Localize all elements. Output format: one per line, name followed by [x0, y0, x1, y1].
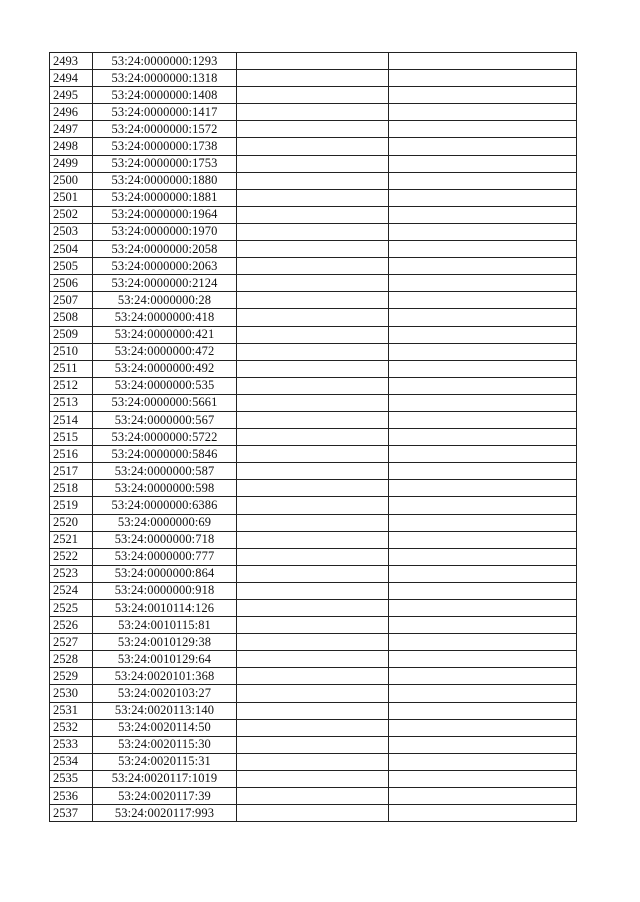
- row-number-cell: 2502: [50, 206, 93, 223]
- empty-cell: [389, 770, 577, 787]
- empty-cell: [389, 719, 577, 736]
- empty-cell: [389, 582, 577, 599]
- table-row: [50, 394, 577, 411]
- table-row: [50, 275, 577, 292]
- cadastral-number-cell: 53:24:0000000:421: [93, 326, 237, 343]
- empty-cell: [237, 360, 389, 377]
- row-number-cell: 2518: [50, 480, 93, 497]
- empty-cell: [237, 531, 389, 548]
- row-number-cell: 2522: [50, 548, 93, 565]
- empty-cell: [389, 685, 577, 702]
- cadastral-number-cell: 53:24:0000000:535: [93, 377, 237, 394]
- empty-cell: [389, 189, 577, 206]
- empty-cell: [389, 343, 577, 360]
- empty-cell: [389, 411, 577, 428]
- row-number-cell: 2527: [50, 634, 93, 651]
- row-number-cell: 2499: [50, 155, 93, 172]
- empty-cell: [237, 753, 389, 770]
- cadastral-number-cell: 53:24:0000000:1753: [93, 155, 237, 172]
- cadastral-number-cell: 53:24:0000000:2124: [93, 275, 237, 292]
- cadastral-number-cell: 53:24:0000000:567: [93, 411, 237, 428]
- empty-cell: [237, 275, 389, 292]
- empty-cell: [389, 565, 577, 582]
- row-number-cell: 2532: [50, 719, 93, 736]
- empty-cell: [389, 736, 577, 753]
- table-row: [50, 360, 577, 377]
- row-number-cell: 2493: [50, 53, 93, 70]
- row-number-cell: 2533: [50, 736, 93, 753]
- registry-table: [49, 52, 577, 822]
- empty-cell: [237, 292, 389, 309]
- table-row: [50, 497, 577, 514]
- empty-cell: [237, 565, 389, 582]
- row-number-cell: 2524: [50, 582, 93, 599]
- table-row: [50, 326, 577, 343]
- empty-cell: [237, 685, 389, 702]
- row-number-cell: 2501: [50, 189, 93, 206]
- table-row: [50, 155, 577, 172]
- row-number-cell: 2496: [50, 104, 93, 121]
- empty-cell: [237, 343, 389, 360]
- empty-cell: [237, 446, 389, 463]
- table-row: [50, 70, 577, 87]
- row-number-cell: 2504: [50, 241, 93, 258]
- table-row: [50, 377, 577, 394]
- empty-cell: [389, 463, 577, 480]
- empty-cell: [389, 360, 577, 377]
- cadastral-number-cell: 53:24:0020113:140: [93, 702, 237, 719]
- table-row: [50, 514, 577, 531]
- empty-cell: [389, 548, 577, 565]
- row-number-cell: 2519: [50, 497, 93, 514]
- empty-cell: [389, 138, 577, 155]
- cadastral-number-cell: 53:24:0000000:1964: [93, 206, 237, 223]
- empty-cell: [389, 206, 577, 223]
- empty-cell: [389, 668, 577, 685]
- cadastral-number-cell: 53:24:0000000:1880: [93, 172, 237, 189]
- empty-cell: [237, 258, 389, 275]
- cadastral-number-cell: 53:24:0000000:418: [93, 309, 237, 326]
- cadastral-number-cell: 53:24:0000000:1417: [93, 104, 237, 121]
- table-row: [50, 770, 577, 787]
- empty-cell: [389, 429, 577, 446]
- cadastral-number-cell: 53:24:0000000:5846: [93, 446, 237, 463]
- row-number-cell: 2526: [50, 617, 93, 634]
- table-row: [50, 189, 577, 206]
- row-number-cell: 2537: [50, 805, 93, 822]
- table-row: [50, 223, 577, 240]
- empty-cell: [389, 753, 577, 770]
- table-row: [50, 206, 577, 223]
- empty-cell: [237, 770, 389, 787]
- row-number-cell: 2517: [50, 463, 93, 480]
- row-number-cell: 2494: [50, 70, 93, 87]
- table-row: [50, 463, 577, 480]
- cadastral-number-cell: 53:24:0000000:718: [93, 531, 237, 548]
- empty-cell: [389, 87, 577, 104]
- row-number-cell: 2511: [50, 360, 93, 377]
- empty-cell: [389, 309, 577, 326]
- empty-cell: [237, 788, 389, 805]
- cadastral-number-cell: 53:24:0000000:1881: [93, 189, 237, 206]
- row-number-cell: 2513: [50, 394, 93, 411]
- empty-cell: [389, 394, 577, 411]
- empty-cell: [389, 275, 577, 292]
- cadastral-number-cell: 53:24:0020115:30: [93, 736, 237, 753]
- empty-cell: [389, 600, 577, 617]
- cadastral-number-cell: 53:24:0000000:1408: [93, 87, 237, 104]
- empty-cell: [389, 514, 577, 531]
- empty-cell: [389, 788, 577, 805]
- cadastral-number-cell: 53:24:0000000:2063: [93, 258, 237, 275]
- row-number-cell: 2531: [50, 702, 93, 719]
- cadastral-number-cell: 53:24:0000000:777: [93, 548, 237, 565]
- table-row: [50, 241, 577, 258]
- cadastral-number-cell: 53:24:0000000:1970: [93, 223, 237, 240]
- empty-cell: [389, 531, 577, 548]
- table-row: [50, 685, 577, 702]
- table-row: [50, 343, 577, 360]
- empty-cell: [237, 429, 389, 446]
- empty-cell: [237, 326, 389, 343]
- empty-cell: [237, 480, 389, 497]
- row-number-cell: 2507: [50, 292, 93, 309]
- cadastral-number-cell: 53:24:0020115:31: [93, 753, 237, 770]
- empty-cell: [237, 172, 389, 189]
- empty-cell: [237, 241, 389, 258]
- cadastral-number-cell: 53:24:0020117:39: [93, 788, 237, 805]
- empty-cell: [237, 104, 389, 121]
- empty-cell: [389, 446, 577, 463]
- cadastral-number-cell: 53:24:0000000:28: [93, 292, 237, 309]
- empty-cell: [389, 805, 577, 822]
- empty-cell: [389, 155, 577, 172]
- registry-table-body: [50, 53, 577, 822]
- row-number-cell: 2535: [50, 770, 93, 787]
- row-number-cell: 2508: [50, 309, 93, 326]
- row-number-cell: 2528: [50, 651, 93, 668]
- empty-cell: [237, 394, 389, 411]
- empty-cell: [237, 805, 389, 822]
- row-number-cell: 2530: [50, 685, 93, 702]
- cadastral-number-cell: 53:24:0000000:1738: [93, 138, 237, 155]
- cadastral-number-cell: 53:24:0000000:1318: [93, 70, 237, 87]
- row-number-cell: 2510: [50, 343, 93, 360]
- row-number-cell: 2509: [50, 326, 93, 343]
- table-row: [50, 138, 577, 155]
- table-row: [50, 582, 577, 599]
- empty-cell: [237, 87, 389, 104]
- empty-cell: [389, 377, 577, 394]
- empty-cell: [237, 514, 389, 531]
- empty-cell: [237, 309, 389, 326]
- row-number-cell: 2500: [50, 172, 93, 189]
- table-row: [50, 309, 577, 326]
- row-number-cell: 2497: [50, 121, 93, 138]
- table-row: [50, 805, 577, 822]
- empty-cell: [237, 70, 389, 87]
- empty-cell: [237, 600, 389, 617]
- empty-cell: [389, 702, 577, 719]
- row-number-cell: 2512: [50, 377, 93, 394]
- row-number-cell: 2498: [50, 138, 93, 155]
- cadastral-number-cell: 53:24:0020117:1019: [93, 770, 237, 787]
- empty-cell: [389, 292, 577, 309]
- empty-cell: [389, 223, 577, 240]
- table-row: [50, 531, 577, 548]
- table-row: [50, 480, 577, 497]
- empty-cell: [389, 497, 577, 514]
- table-row: [50, 668, 577, 685]
- empty-cell: [389, 258, 577, 275]
- row-number-cell: 2503: [50, 223, 93, 240]
- row-number-cell: 2505: [50, 258, 93, 275]
- cadastral-number-cell: 53:24:0000000:864: [93, 565, 237, 582]
- row-number-cell: 2514: [50, 411, 93, 428]
- table-row: [50, 104, 577, 121]
- empty-cell: [237, 736, 389, 753]
- table-row: [50, 411, 577, 428]
- empty-cell: [389, 104, 577, 121]
- cadastral-number-cell: 53:24:0010129:38: [93, 634, 237, 651]
- row-number-cell: 2529: [50, 668, 93, 685]
- cadastral-number-cell: 53:24:0010129:64: [93, 651, 237, 668]
- table-row: [50, 634, 577, 651]
- empty-cell: [237, 411, 389, 428]
- document-page: [49, 52, 573, 822]
- cadastral-number-cell: 53:24:0000000:492: [93, 360, 237, 377]
- empty-cell: [389, 53, 577, 70]
- table-row: [50, 121, 577, 138]
- empty-cell: [389, 70, 577, 87]
- table-row: [50, 446, 577, 463]
- table-row: [50, 600, 577, 617]
- empty-cell: [237, 223, 389, 240]
- table-row: [50, 53, 577, 70]
- cadastral-number-cell: 53:24:0000000:69: [93, 514, 237, 531]
- empty-cell: [389, 617, 577, 634]
- empty-cell: [389, 121, 577, 138]
- empty-cell: [237, 617, 389, 634]
- cadastral-number-cell: 53:24:0020103:27: [93, 685, 237, 702]
- row-number-cell: 2495: [50, 87, 93, 104]
- empty-cell: [237, 702, 389, 719]
- empty-cell: [389, 634, 577, 651]
- cadastral-number-cell: 53:24:0000000:598: [93, 480, 237, 497]
- table-row: [50, 651, 577, 668]
- cadastral-number-cell: 53:24:0000000:5722: [93, 429, 237, 446]
- table-row: [50, 617, 577, 634]
- table-row: [50, 565, 577, 582]
- table-row: [50, 788, 577, 805]
- row-number-cell: 2523: [50, 565, 93, 582]
- empty-cell: [237, 189, 389, 206]
- cadastral-number-cell: 53:24:0010115:81: [93, 617, 237, 634]
- cadastral-number-cell: 53:24:0000000:472: [93, 343, 237, 360]
- cadastral-number-cell: 53:24:0000000:2058: [93, 241, 237, 258]
- empty-cell: [237, 463, 389, 480]
- empty-cell: [389, 241, 577, 258]
- cadastral-number-cell: 53:24:0020101:368: [93, 668, 237, 685]
- empty-cell: [237, 548, 389, 565]
- row-number-cell: 2521: [50, 531, 93, 548]
- cadastral-number-cell: 53:24:0020114:50: [93, 719, 237, 736]
- table-row: [50, 172, 577, 189]
- empty-cell: [237, 155, 389, 172]
- table-row: [50, 548, 577, 565]
- table-row: [50, 292, 577, 309]
- empty-cell: [237, 53, 389, 70]
- table-row: [50, 753, 577, 770]
- cadastral-number-cell: 53:24:0000000:918: [93, 582, 237, 599]
- table-row: [50, 719, 577, 736]
- table-row: [50, 258, 577, 275]
- table-row: [50, 429, 577, 446]
- row-number-cell: 2525: [50, 600, 93, 617]
- empty-cell: [237, 206, 389, 223]
- row-number-cell: 2516: [50, 446, 93, 463]
- empty-cell: [237, 497, 389, 514]
- table-row: [50, 87, 577, 104]
- row-number-cell: 2536: [50, 788, 93, 805]
- cadastral-number-cell: 53:24:0000000:6386: [93, 497, 237, 514]
- row-number-cell: 2515: [50, 429, 93, 446]
- cadastral-number-cell: 53:24:0010114:126: [93, 600, 237, 617]
- empty-cell: [237, 377, 389, 394]
- table-row: [50, 736, 577, 753]
- cadastral-number-cell: 53:24:0020117:993: [93, 805, 237, 822]
- row-number-cell: 2534: [50, 753, 93, 770]
- empty-cell: [389, 651, 577, 668]
- row-number-cell: 2520: [50, 514, 93, 531]
- empty-cell: [237, 582, 389, 599]
- empty-cell: [389, 172, 577, 189]
- row-number-cell: 2506: [50, 275, 93, 292]
- empty-cell: [237, 651, 389, 668]
- empty-cell: [237, 121, 389, 138]
- empty-cell: [389, 326, 577, 343]
- table-row: [50, 702, 577, 719]
- empty-cell: [237, 634, 389, 651]
- cadastral-number-cell: 53:24:0000000:1572: [93, 121, 237, 138]
- cadastral-number-cell: 53:24:0000000:1293: [93, 53, 237, 70]
- cadastral-number-cell: 53:24:0000000:5661: [93, 394, 237, 411]
- empty-cell: [237, 138, 389, 155]
- empty-cell: [237, 719, 389, 736]
- cadastral-number-cell: 53:24:0000000:587: [93, 463, 237, 480]
- empty-cell: [237, 668, 389, 685]
- empty-cell: [389, 480, 577, 497]
